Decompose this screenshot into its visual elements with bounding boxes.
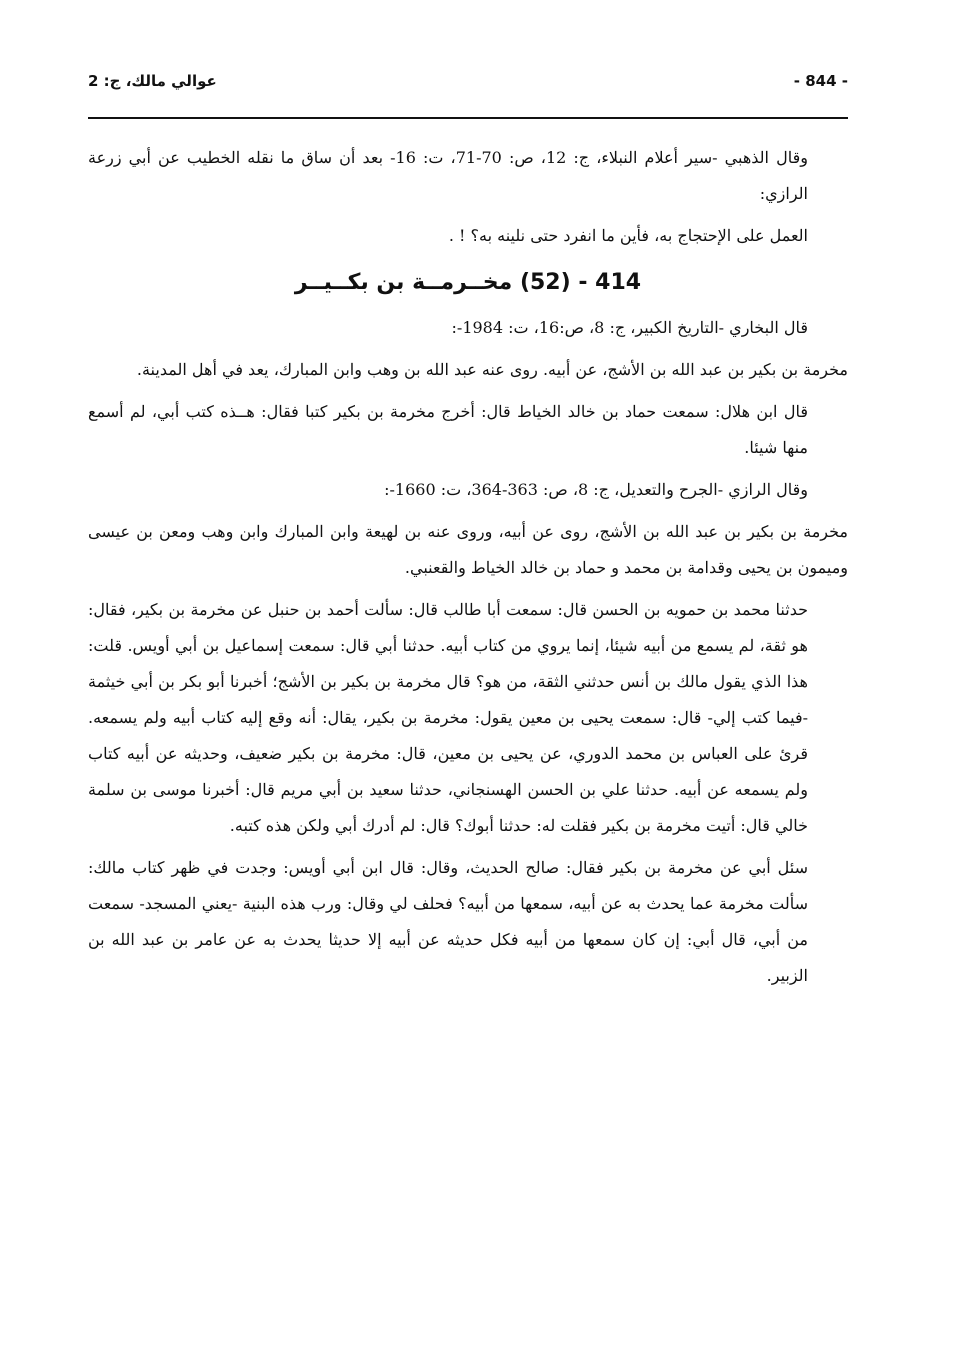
- paragraph-bukhari-text: مخرمة بن بكير بن عبد الله بن الأشج، عن أبيه. روى عنه عبد الله بن وهب وابن المبارك، يعد في أهل المدينة.: [136, 360, 848, 379]
- paragraph-ibn-hilal: قال ابن هلال: سمعت حماد بن خالد الخياط قال: أخرج مخرمة بن بكير كتبا فقال: هــذه كتب أبي، لم أسمع منها شيئا.: [88, 402, 808, 457]
- paragraph-razi-text: مخرمة بن بكير بن عبد الله بن الأشج، روى عن أبيه، وروى عنه بن لهيعة وابن المبارك وابن وهب ومعن بن عيسى وميمون بن يحيى وقدامة بن محمد و حماد بن خالد الخياط والقعنبي.: [88, 522, 848, 577]
- page-header: [88, 70, 848, 100]
- paragraph-bukhari-source: قال البخاري -التاريخ الكبير، ج: 8، ص:16، ت: 1984-:: [451, 318, 808, 337]
- header-rule: [88, 117, 848, 119]
- paragraph-quote: العمل على الإحتجاج به، فأين ما انفرد حتى نلينه به؟ ! .: [448, 226, 808, 245]
- paragraph-dhahabi-intro: وقال الذهبي -سير أعلام النبلاء، ج: 12، ص: 70-71، ت: 16- بعد أن ساق ما نقله الخطيب عن أبي زرعة الرازي:: [88, 148, 808, 203]
- page-number: - 844 -: [793, 72, 848, 90]
- paragraph-narrations: حدثنا محمد بن حمويه بن الحسن قال: سمعت أبا طالب قال: سألت أحمد بن حنبل عن مخرمة بن بكير، فقال: هو ثقة، لم يسمع من أبيه شيئا، إنما يروي من كتاب أبيه. حدثنا أبي قال: سمعت إسماعيل بن أبي أويس. قلت: هذا الذي يقول مالك بن أنس حدثني الثقة، من هو؟ قال مخرمة بن بكير بن الأشج؛ أخبرنا أبو بكر بن أبي خيثمة -فيما كتب إلي- قال: سمعت يحيى بن معين يقول: مخرمة بن بكير، يقال: أنه وقع إليه كتاب أبيه ولم يسمعه. قرئ على العباس بن محمد الدوري، عن يحيى بن معين، قال: مخرمة بن بكير ضعيف، وحديثه عن أبيه كتاب ولم يسمعه عن أبيه. حدثنا علي بن الحسن الهسنجاني، حدثنا سعيد بن أبي مريم قال: أخبرنا موسى بن سلمة خالي قال: أتيت مخرمة بن بكير فقلت له: حدثنا أبوك؟ قال: لم أدرك أبي ولكن هذه كتبه.: [88, 600, 808, 835]
- book-title: عوالي مالك، ج: 2: [88, 72, 217, 90]
- main-text: [88, 140, 848, 1000]
- entry-title: 414 - (52) مخــرمــة بن بكــيــر: [294, 270, 642, 295]
- paragraph-razi-source: وقال الرازي -الجرح والتعديل، ج: 8، ص: 363-364، ت: 1660-:: [384, 480, 808, 499]
- paragraph-abu-hatim: سئل أبي عن مخرمة بن بكير فقال: صالح الحديث، وقال: قال ابن أبي أويس: وجدت في ظهر كتاب مالك: سألت مخرمة عما يحدث به عن أبيه، سمعها من أبيه؟ فحلف لي وقال: ورب هذه البنية -يعني المسجد- سمعت من أبي، قال أبي: إن كان سمعها من أبيه فكل حديثه عن أبيه إلا حديثا يحدث به عن عامر بن عبد الله بن الزبير.: [88, 858, 809, 985]
